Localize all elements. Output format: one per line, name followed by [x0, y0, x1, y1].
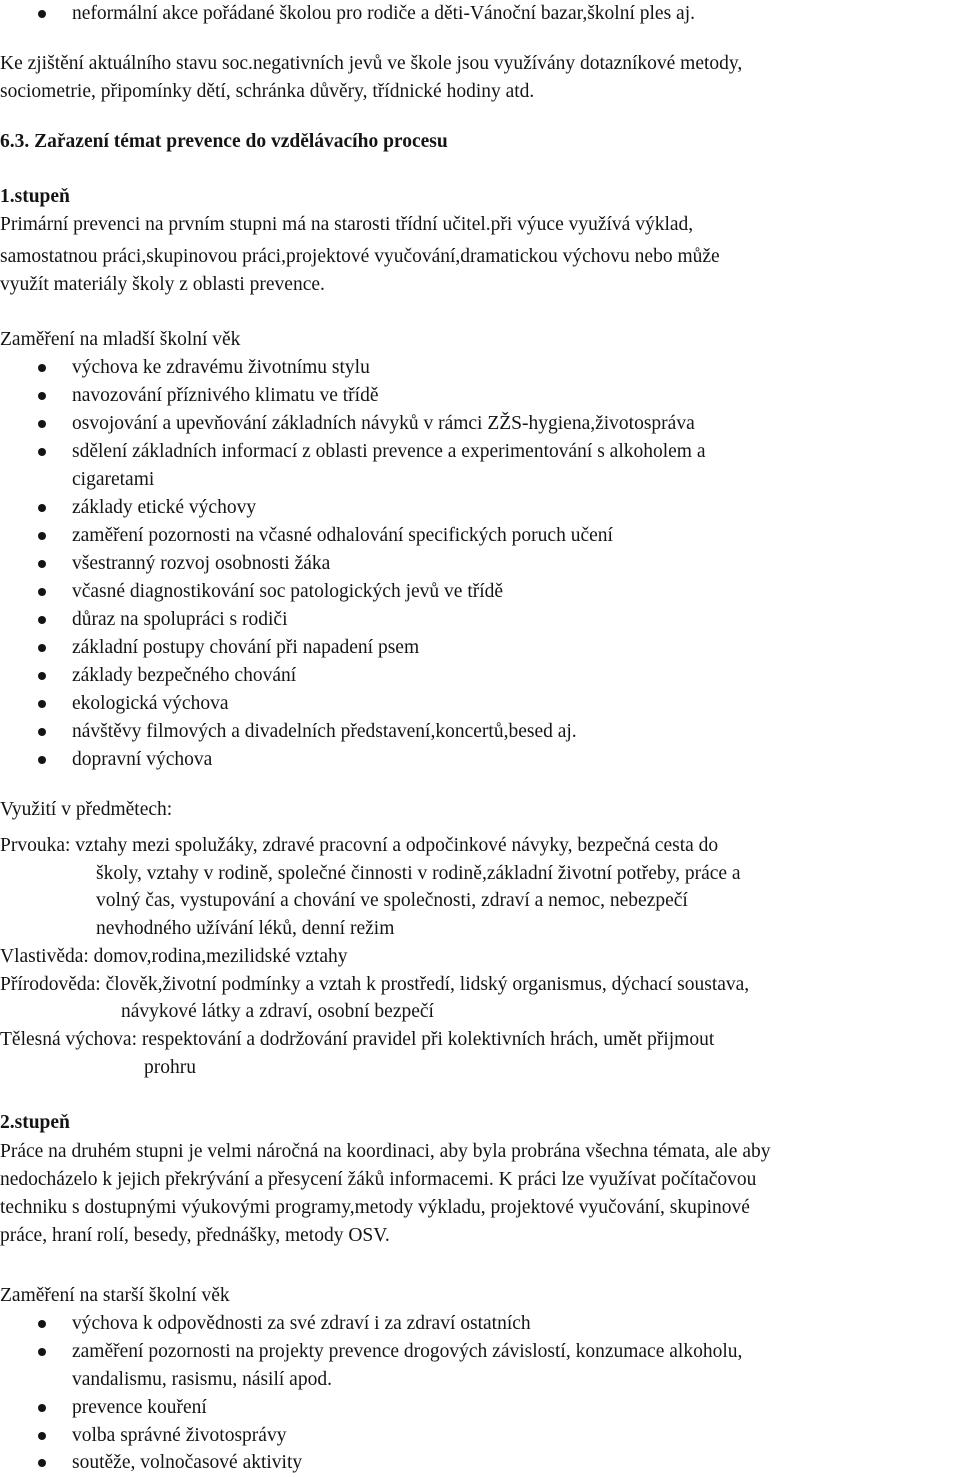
list-item: osvojování a upevňování základních návyků v rámci ZŽS-hygiena,životospráva	[72, 413, 695, 434]
list-item: dopravní výchova	[72, 749, 213, 770]
bullet-icon	[38, 10, 46, 18]
bullet-icon	[38, 728, 46, 736]
focus-heading: Zaměření na mladší školní věk	[0, 329, 241, 350]
list-item: základy etické výchovy	[72, 497, 257, 518]
subject-line: školy, vztahy v rodině, společné činnosti v rodině,základní životní potřeby, práce a	[96, 863, 741, 884]
subject-line: prohru	[144, 1057, 196, 1078]
bullet-icon	[38, 1432, 46, 1440]
paragraph-line: Primární prevenci na prvním stupni má na starosti třídní učitel.při výuce využívá výklad,	[0, 214, 694, 235]
list-item: výchova k odpovědnosti za své zdraví i za zdraví ostatních	[72, 1313, 531, 1334]
list-item: všestranný rozvoj osobnosti žáka	[72, 553, 331, 574]
bullet-icon	[38, 616, 46, 624]
list-item: návštěvy filmových a divadelních představení,koncertů,besed aj.	[72, 721, 577, 742]
list-item: sdělení základních informací z oblasti prevence a experimentování s alkoholem a	[72, 441, 706, 462]
stage1-heading: 1.stupeň	[0, 186, 70, 207]
list-item: včasné diagnostikování soc patologických jevů ve třídě	[72, 581, 504, 602]
list-item: volba správné životosprávy	[72, 1425, 287, 1446]
bullet-icon	[38, 1459, 46, 1467]
paragraph-line: sociometrie, připomínky dětí, schránka důvěry, třídnické hodiny atd.	[0, 81, 535, 102]
bullet-icon	[38, 756, 46, 764]
stage2-heading: 2.stupeň	[0, 1112, 70, 1133]
list-item: navozování příznivého klimatu ve třídě	[72, 385, 379, 406]
list-item: základy bezpečného chování	[72, 665, 297, 686]
list-item-continuation: vandalismu, rasismu, násilí apod.	[72, 1369, 332, 1390]
bullet-icon	[38, 560, 46, 568]
subject-line: Přírodověda: člověk,životní podmínky a vztah k prostředí, lidský organismus, dýchací soustava,	[0, 974, 750, 995]
list-item: neformální akce pořádané školou pro rodiče a děti-Vánoční bazar,školní ples aj.	[72, 3, 695, 24]
bullet-icon	[38, 532, 46, 540]
subject-line: nevhodného užívání léků, denní režim	[96, 918, 395, 939]
bullet-icon	[38, 364, 46, 372]
bullet-icon	[38, 448, 46, 456]
bullet-icon	[38, 1320, 46, 1328]
paragraph-line: Ke zjištění aktuálního stavu soc.negativních jevů ve škole jsou využívány dotazníkové metody,	[0, 53, 743, 74]
paragraph-line: nedocházelo k jejich překrývání a přesycení žáků informacemi. K práci lze využívat počítačovou	[0, 1169, 757, 1190]
paragraph-line: Práce na druhém stupni je velmi náročná na koordinaci, aby byla probrána všechna témata, ale aby	[0, 1141, 771, 1162]
subject-line: návykové látky a zdraví, osobní bezpečí	[121, 1001, 434, 1022]
list-item: základní postupy chování při napadení psem	[72, 637, 420, 658]
subject-line: Prvouka: vztahy mezi spolužáky, zdravé pracovní a odpočinkové návyky, bezpečná cesta do	[0, 835, 719, 856]
subject-line: Vlastivěda: domov,rodina,mezilidské vztahy	[0, 946, 348, 967]
bullet-icon	[38, 700, 46, 708]
bullet-icon	[38, 672, 46, 680]
paragraph-line: využít materiály školy z oblasti prevence.	[0, 274, 325, 295]
bullet-icon	[38, 1404, 46, 1412]
bullet-icon	[38, 392, 46, 400]
list-item: zaměření pozornosti na včasné odhalování specifických poruch učení	[72, 525, 613, 546]
list-item: výchova ke zdravému životnímu stylu	[72, 357, 370, 378]
subject-line: volný čas, vystupování a chování ve společnosti, zdraví a nemoc, nebezpečí	[96, 890, 688, 911]
subject-line: Tělesná výchova: respektování a dodržování pravidel při kolektivních hrách, umět přijmout	[0, 1029, 715, 1050]
bullet-icon	[38, 504, 46, 512]
subjects-heading: Využití v předmětech:	[0, 799, 173, 820]
paragraph-line: samostatnou práci,skupinovou práci,projektové vyučování,dramatickou výchovu nebo může	[0, 246, 720, 267]
bullet-icon	[38, 644, 46, 652]
bullet-icon	[38, 588, 46, 596]
focus-heading: Zaměření na starší školní věk	[0, 1285, 230, 1306]
list-item-continuation: cigaretami	[72, 469, 155, 490]
paragraph-line: techniku s dostupnými výukovými programy,metody výkladu, projektové vyučování, skupinové	[0, 1197, 750, 1218]
list-item: zaměření pozornosti na projekty prevence drogových závislostí, konzumace alkoholu,	[72, 1341, 743, 1362]
list-item: ekologická výchova	[72, 693, 229, 714]
bullet-icon	[38, 420, 46, 428]
bullet-icon	[38, 1348, 46, 1356]
list-item: soutěže, volnočasové aktivity	[72, 1452, 303, 1473]
list-item: prevence kouření	[72, 1397, 207, 1418]
section-heading: 6.3. Zařazení témat prevence do vzdělávacího procesu	[0, 131, 448, 152]
list-item: důraz na spolupráci s rodiči	[72, 609, 288, 630]
paragraph-line: práce, hraní rolí, besedy, přednášky, metody OSV.	[0, 1225, 390, 1246]
